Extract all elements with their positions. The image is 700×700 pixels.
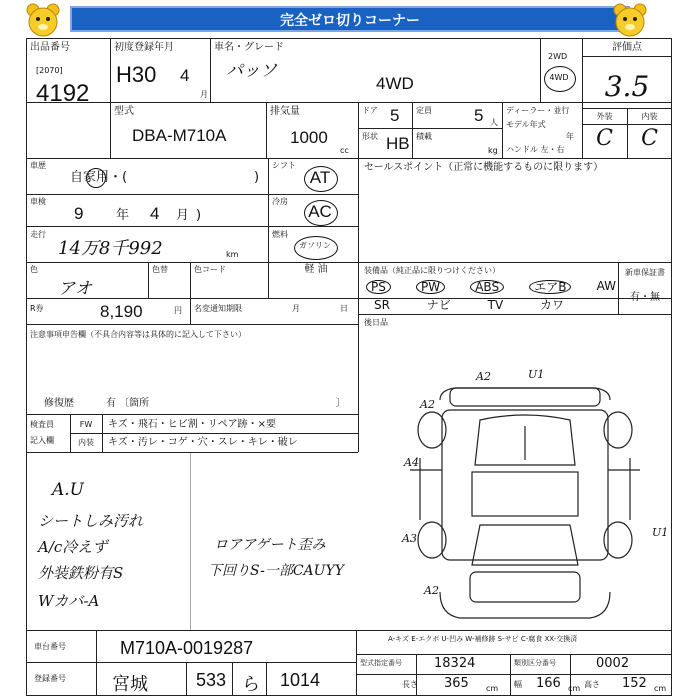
notes-label: 注意事項申告欄（不具合内容等は具体的に記入して下さい） (30, 330, 246, 339)
name-change-label: 名変通知期限 (194, 304, 242, 313)
dealer-year-unit: 年 (566, 132, 574, 141)
drive-2wd: 2WD (548, 52, 568, 61)
lot-number: 4192 (36, 80, 90, 107)
plate-kana: ら (242, 674, 260, 694)
inspector-label-1: 検査員 (30, 420, 54, 429)
capacity-unit: 人 (490, 118, 498, 127)
width-value: 166 (536, 676, 561, 691)
displacement-label: 排気量 (270, 106, 300, 117)
dealer-label: ディーラー・並行 (506, 106, 570, 115)
chassis-value: M710A-0019287 (120, 638, 254, 658)
car-name: パッソ (226, 61, 277, 81)
equipment-sr: SR (374, 298, 390, 312)
capacity-label: 定員 (416, 106, 432, 115)
first-reg-label: 初度登録年月 (114, 42, 174, 53)
note-line-4: 外装鉄粉有S (38, 564, 124, 582)
fuel-diesel: 軽 油 (304, 264, 328, 275)
note-line-2: シートしみ汚れ (38, 512, 144, 530)
class-spec-value: 0002 (596, 656, 630, 671)
shape-label: 形状 (362, 132, 378, 141)
car-grade: 4WD (376, 74, 414, 93)
class-spec-label: 類別区分番号 (514, 659, 556, 667)
rear-seat-label: 後日品 (364, 318, 388, 327)
color-code-label: 色コード (194, 265, 226, 274)
equipment-airbag: エアB (529, 280, 571, 294)
note-right-1: ロアアゲート歪み (214, 537, 326, 553)
diagram-mark-a3: A3 (402, 532, 417, 545)
shape-value: HB (386, 134, 410, 153)
mileage-label: 走行 (30, 230, 46, 239)
color-label: 色 (30, 265, 38, 274)
recycle-label: 新車保証書 (625, 268, 665, 277)
r-ticket-unit: 円 (174, 306, 182, 315)
diagram-mark-a2-top: A2 (476, 370, 491, 383)
displacement-unit: cc (340, 146, 349, 155)
plate-label: 登録番号 (34, 674, 66, 683)
score-value: 3.5 (604, 70, 650, 103)
diagram-mark-a4: A4 (404, 456, 419, 469)
height-unit: cm (654, 684, 667, 693)
diagram-mark-u1-top: U1 (528, 368, 545, 381)
banner-title: 完全ゼロ切りコーナー (70, 6, 630, 32)
score-ext-label: 外装 (596, 112, 613, 121)
history-close: ) (254, 170, 260, 185)
type-spec-value: 18324 (434, 656, 476, 671)
inspection-year-unit: 年 (116, 208, 130, 223)
load-label: 積載 (416, 132, 432, 141)
name-change-month: 月 (292, 304, 300, 313)
shift-label: シフト (272, 161, 296, 170)
doors-value: 5 (390, 106, 400, 125)
score-ext: C (596, 126, 613, 151)
diagram-mark-a2-left: A2 (420, 398, 435, 411)
note-right-2: 下回りS-一部CAUYY (208, 563, 344, 579)
color-change-label: 色替 (152, 265, 168, 274)
repair-label: 修復歴 (44, 398, 74, 409)
equipment-navi: ナビ (426, 298, 451, 312)
equipment-label: 装備品（純正品に限りつけください） (364, 266, 500, 275)
equipment-tv: TV (487, 298, 504, 312)
height-label: 高さ (584, 680, 600, 689)
repair-close: 〕 (336, 398, 346, 409)
height-value: 152 (622, 676, 647, 691)
chassis-label: 車台番号 (34, 642, 66, 651)
damage-legend: A-キズ E-エクボ U-凹み W-補修跡 S-サビ C-腐食 XX-交換済 (388, 635, 578, 643)
length-unit: cm (486, 684, 499, 693)
recycle-value: 有・無 (630, 292, 660, 303)
diagram-mark-u1-right: U1 (652, 526, 669, 539)
first-reg-era: H30 (116, 62, 157, 87)
score-label: 評価点 (612, 42, 642, 53)
length-value: 365 (444, 676, 469, 691)
drive-4wd: 4WD (549, 73, 569, 82)
inspection-month: 4 (150, 204, 160, 223)
mileage-unit: km (226, 250, 239, 259)
score-int-label: 内装 (641, 112, 658, 121)
mascot-bear-right (612, 2, 648, 38)
note-line-1: A.U (52, 480, 85, 500)
equipment-aw: AW (596, 279, 616, 293)
aircon-label: 冷房 (272, 197, 288, 206)
mileage-value: 14万8千992 (58, 238, 163, 259)
r-ticket-label: R券 (30, 304, 44, 313)
dealer-model-year: モデル年式 (506, 120, 546, 129)
type-spec-label: 型式指定番号 (360, 659, 402, 667)
diagram-mark-a2-bottom: A2 (424, 584, 439, 597)
name-change-day: 日 (340, 304, 348, 313)
model-value: DBA-M710A (132, 126, 227, 145)
history-value: 自家用・( (70, 170, 128, 185)
inspector-fw-items: キズ・飛石・ヒビ割・リペア跡・×要 (108, 419, 276, 430)
displacement-value: 1000 (290, 128, 328, 147)
model-label: 型式 (114, 106, 134, 117)
load-unit: kg (488, 146, 498, 155)
aircon-value: AC (308, 202, 332, 221)
plate-region: 宮城 (112, 674, 148, 694)
width-label: 幅 (514, 680, 522, 689)
equipment-row2 (374, 299, 564, 311)
note-line-3: A/c冷えず (38, 538, 108, 556)
plate-class: 533 (196, 670, 227, 690)
first-reg-month: 4 (180, 66, 190, 85)
score-int: C (641, 126, 658, 151)
inspection-label: 車検 (30, 197, 46, 206)
equipment-abs: ABS (470, 280, 504, 294)
inspector-label-2: 記入欄 (30, 436, 54, 445)
mascot-bear-left (25, 2, 61, 38)
capacity-value: 5 (474, 106, 484, 125)
plate-number: 1014 (280, 670, 321, 690)
inspector-in-label: 内装 (78, 438, 94, 447)
sales-point-label: セールスポイント（正常に機能するものに限ります） (364, 162, 604, 173)
inspector-in-items: キズ・汚レ・コゲ・穴・スレ・キレ・破レ (108, 437, 298, 448)
equipment-pw: PW (416, 280, 445, 294)
equipment-leather: カワ (539, 298, 564, 312)
inspection-close: ) (196, 208, 202, 223)
first-reg-month-unit: 月 (200, 90, 208, 99)
fuel-label: 燃料 (272, 230, 288, 239)
repair-value: 有 〔箇所 (106, 398, 150, 409)
inspection-month-unit: 月 (176, 208, 190, 223)
dealer-handle: ハンドル 左・右 (506, 145, 565, 154)
r-ticket-value: 8,190 (100, 302, 143, 321)
car-label: 車名・グレード (214, 42, 284, 53)
inspector-fw-label: FW (79, 420, 93, 429)
lot-label: 出品番号 (30, 42, 70, 53)
inspection-year: 9 (74, 204, 84, 223)
width-unit: cm (568, 684, 581, 693)
note-line-5: Wカバ-A (38, 592, 100, 610)
lot-small-number: [2070] (36, 66, 63, 75)
doors-label: ドア (362, 106, 378, 115)
equipment-ps: PS (366, 280, 391, 294)
color-value: アオ (58, 279, 92, 299)
equipment-row1 (366, 280, 616, 294)
history-label: 車歴 (30, 161, 46, 170)
length-label: 長さ (402, 680, 418, 689)
fuel-gas: ガソリン (299, 241, 331, 250)
shift-value: AT (309, 168, 331, 187)
